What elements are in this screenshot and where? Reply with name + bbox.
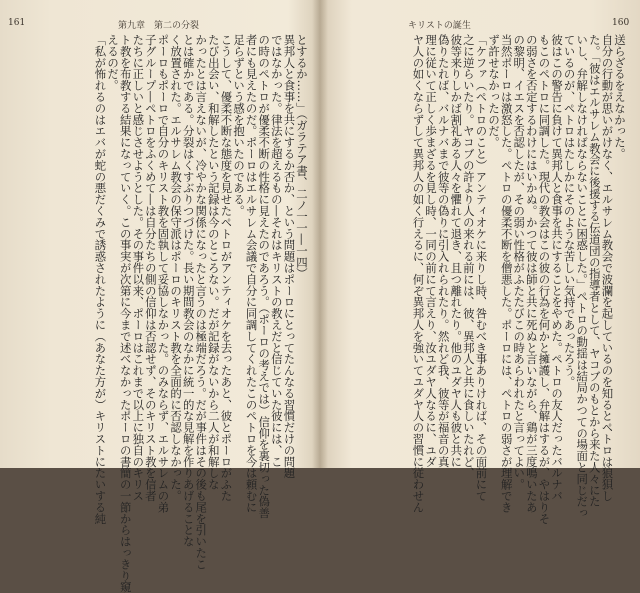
text-column: 当然ポーロは激怒した。ペトロの優柔不断を僧悪した。ポーロには、ペトロの弱さが理解でき — [499, 34, 514, 513]
left-page-header: 第九章 第二の分裂 — [118, 21, 200, 31]
text-column: 之に逆らいたり。ヤコブの許より人の来れる前には、彼、異邦人と共に食しいたれど、 — [461, 34, 476, 479]
left-page-number: 161 — [8, 18, 26, 28]
text-column: の時のペトロが優柔不断の性格に見えたのであろう。（ポーロの考えでは）信仰を裏切った偽善 — [257, 34, 272, 519]
text-column: 子グループ―ペトロをふくめて―は自分たちの側の信仰は否認せず、そのキリスト教を信者 — [143, 34, 158, 502]
text-column: たちに正しいと感じさせようとした。その事件以来、ポーロはこれまで以上に独自のキリス — [131, 34, 146, 502]
right-page — [322, 0, 640, 525]
text-column: く放置された。エルサレム教会の保守派はポーロのキリスト教を全面的に否認しなかった。 — [169, 34, 184, 502]
text-column: とは確かである。分裂はくすぶりつづけた。長い期間教会のなかに統一的な見解を作りあげることな — [181, 34, 196, 547]
left-page-text — [14, 34, 309, 593]
text-column: 送らざるをえなかった。 — [613, 34, 627, 160]
right-page-number: 160 — [612, 18, 630, 28]
text-column: 彼はこの警告に負けて異邦人と食事を共にすることをやめた。ペトロの友人だったバルナバ — [550, 34, 565, 502]
text-column: の弱さを否定するわけにはいかぬ。かつて彼は師と共に死ぬと言いながら、鶏が三度鳴いたあ — [524, 34, 539, 513]
text-column: た。「彼はエルサレム教会に後援する伝道団の指導者として、ヤコブのもとから来た人々にた — [587, 34, 602, 508]
text-column: ているのが、ペトロはたしかにそのような苦しい気持であったろう。 — [562, 34, 577, 388]
text-column: の黎明、イエスを否認したが、その弱い性格がふたたびこの時あらわれたと言ってよい。 — [512, 34, 527, 490]
text-column: 自分の行動が思いがけなく、エルサレム教会で波瀾を起しているのを知るとペトロは狼狽し — [600, 34, 615, 502]
text-column: 足らずという感を抱いたのである。 — [232, 34, 247, 217]
text-column: 「ケファ（ペトロのこと）アンティオケに来りし時、咎むべき事ありければ、その面前にて — [474, 34, 489, 502]
text-column: 者にも見えたのだ。ポーロはエルサレム会議で自分に同調してくれたこのペトロを今は頼むに — [244, 34, 259, 513]
text-column: かったとは言えないが、冷やかな関係になったと言うのは極端だろう。だが事件はその後も尾を引いたこ — [194, 34, 209, 570]
text-column: もこのペトロに同調した。現代の教会はこの彼の行為を何かと擁護し、弁解はするが、やはりそ — [537, 34, 552, 525]
text-column: 偽りたれば、バルナバまで彼等の偽りに引入れられたり。然れど我、彼等が福音の真 — [436, 34, 451, 468]
text-column: ト教を布教する結果になっていく。この事実が次第に今まで述べなかったポーロの書簡の一節からはっきり窺 — [118, 34, 133, 593]
text-column: 「私が怖れるのはエバが蛇の悪だくみで誘惑されたように（あなた方が）キリストにたいする純 — [93, 34, 108, 525]
text-column: ポーロもポーロで自分のキリスト教を固執して妥協しなかった。のみならず、エルサレムの弟 — [156, 34, 171, 513]
text-column: 彼等来りしかば割礼ある人々を懼れて退き、且つ離れたり。他のユダヤ人も彼と共に — [449, 34, 464, 468]
right-page-text — [336, 34, 627, 525]
text-column: ヤ人の如くならずして異邦人の如く行えるに、何ぞ異邦人を強いてユダヤ人の習慣に従わせん — [411, 34, 426, 513]
text-column: えるのだ。 — [106, 34, 121, 91]
text-column: たび出会い、和解したという記録は今のところない。だが記録がないから二人が和解しな — [206, 34, 221, 490]
text-column: こうして、優柔不断な態度を見せたペトロがアンティオケを去ったあと、彼とポーロがふた — [219, 34, 234, 502]
text-column: 理に従いて正しく歩まざるを見し時、一同の前にて言えり、汝ユダヤ人なるに、ユダ — [424, 34, 439, 468]
right-page-header: キリストの誕生 — [408, 21, 471, 31]
text-column: 異邦人と食事を共にするか否か、という問題はポーロにとってたんなる習慣だけの問題 — [282, 34, 297, 479]
left-page — [0, 0, 318, 593]
text-column: いし、弁解しなければならないことに困惑した。」ペトロの動揺は結局かつての場面と同じだっ — [575, 34, 590, 519]
text-column: とするか……」（ガラテア書、二ノ一一―一四） — [295, 34, 309, 280]
text-column: ず許せなかったのだ。 — [487, 34, 502, 148]
text-column: ではなかった。律法を超えるもの―それはキリストの教えだと信じていた彼には、こ — [269, 34, 284, 468]
